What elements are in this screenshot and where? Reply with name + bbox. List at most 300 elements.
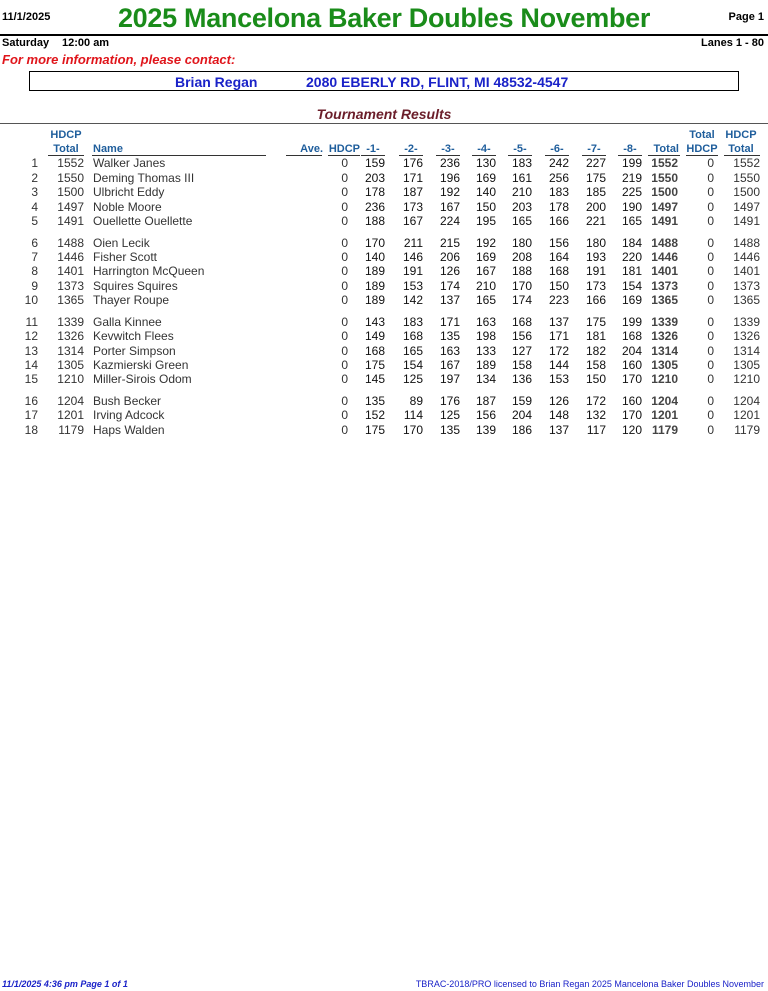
total-hdcp-cell: 0 [707,250,714,264]
hdcp-grand-total-cell: 1305 [733,358,760,372]
rank-cell: 6 [31,236,38,250]
game-7-cell: 117 [586,423,606,437]
total-cell: 1201 [651,408,678,422]
game-8-cell: 219 [621,171,642,185]
game-5-cell: 161 [511,171,532,185]
col-ave: Ave. [300,143,323,155]
hdcp-cell: 0 [341,329,348,343]
bowler-name-cell: Miller-Sirois Odom [93,372,192,386]
game-7-cell: 181 [585,329,606,343]
game-5-cell: 156 [511,329,532,343]
game-1-cell: 149 [364,329,385,343]
game-1-cell: 135 [364,394,385,408]
rank-cell: 11 [25,315,38,329]
game-4-cell: 189 [475,358,496,372]
total-hdcp-cell: 0 [707,171,714,185]
game-3-cell: 163 [439,344,460,358]
game-5-cell: 136 [511,372,532,386]
bowler-name-cell: Ulbricht Eddy [93,185,165,199]
total-hdcp-cell: 0 [707,279,714,293]
game-6-cell: 256 [548,171,569,185]
rank-cell: 13 [24,344,38,358]
rank-cell: 1 [31,156,38,170]
total-hdcp-cell: 0 [707,408,714,422]
footer-license: TBRAC-2018/PRO licensed to Brian Regan 2025 Mancelona Baker Doubles November [415,979,764,989]
game-8-cell: 120 [621,423,642,437]
hdcp-total-cell: 1488 [57,236,84,250]
game-2-cell: 183 [402,315,423,329]
hdcp-cell: 0 [341,293,348,307]
table-row [0,423,768,437]
total-cell: 1305 [651,358,678,372]
total-cell: 1339 [651,315,678,329]
total-cell: 1314 [651,344,678,358]
game-6-cell: 153 [548,372,569,386]
game-8-cell: 199 [621,315,642,329]
table-row [0,329,768,343]
rank-cell: 5 [31,214,38,228]
hdcp-total-cell: 1550 [57,171,84,185]
game-6-cell: 137 [548,423,569,437]
game-2-cell: 89 [409,394,423,408]
game-6-cell: 144 [548,358,569,372]
game-7-cell: 175 [585,171,606,185]
table-row [0,293,768,307]
game-7-cell: 227 [585,156,606,170]
total-hdcp-cell: 0 [707,423,714,437]
game-3-cell: 167 [439,358,460,372]
game-4-cell: 192 [475,236,496,250]
bowler-name-cell: Squires Squires [93,279,178,293]
game-1-cell: 203 [364,171,385,185]
game-2-cell: 168 [402,329,423,343]
hdcp-cell: 0 [341,423,348,437]
header-divider [0,34,768,36]
total-cell: 1373 [651,279,678,293]
table-row [0,236,768,250]
hdcp-total-cell: 1339 [57,315,84,329]
total-hdcp-cell: 0 [707,156,714,170]
game-1-cell: 159 [364,156,385,170]
rank-cell: 12 [24,329,38,343]
game-3-cell: 206 [439,250,460,264]
game-3-cell: 167 [439,200,460,214]
game-1-cell: 178 [364,185,385,199]
hdcp-grand-total-cell: 1314 [733,344,760,358]
hdcp-cell: 0 [341,236,348,250]
game-1-cell: 143 [364,315,385,329]
hdcp-cell: 0 [341,171,348,185]
game-3-cell: 171 [439,315,460,329]
game-4-cell: 156 [475,408,496,422]
total-cell: 1326 [651,329,678,343]
hdcp-total-cell: 1373 [57,279,84,293]
total-cell: 1179 [651,423,678,437]
game-7-cell: 132 [585,408,606,422]
event-time: 12:00 am [62,37,110,49]
rank-cell: 2 [31,171,38,185]
game-2-cell: 211 [403,236,423,250]
col-total-hdcp-top: Total [689,129,715,141]
game-4-cell: 133 [475,344,496,358]
game-5-cell: 203 [511,200,532,214]
game-6-cell: 171 [548,329,569,343]
rank-cell: 17 [24,408,38,422]
game-4-cell: 140 [475,185,496,199]
game-5-cell: 174 [511,293,532,307]
total-cell: 1204 [651,394,678,408]
total-hdcp-cell: 0 [707,358,714,372]
game-5-cell: 168 [511,315,532,329]
game-3-cell: 135 [439,329,460,343]
hdcp-cell: 0 [341,372,348,386]
game-4-cell: 139 [475,423,496,437]
total-cell: 1550 [651,171,678,185]
rank-cell: 4 [31,200,38,214]
page-number: Page 1 [728,11,764,23]
game-3-cell: 197 [439,372,460,386]
game-2-cell: 167 [402,214,423,228]
hdcp-grand-total-cell: 1210 [733,372,760,386]
bowler-name-cell: Irving Adcock [93,408,165,422]
total-cell: 1365 [651,293,678,307]
game-5-cell: 170 [511,279,532,293]
game-6-cell: 126 [548,394,569,408]
hdcp-total-cell: 1326 [57,329,84,343]
bowler-name-cell: Kazmierski Green [93,358,189,372]
total-hdcp-cell: 0 [707,293,714,307]
game-4-cell: 130 [475,156,496,170]
game-1-cell: 152 [364,408,385,422]
game-7-cell: 182 [585,344,606,358]
hdcp-total-cell: 1497 [57,200,84,214]
game-8-cell: 220 [621,250,642,264]
bowler-name-cell: Fisher Scott [93,250,158,264]
hdcp-total-cell: 1401 [57,264,84,278]
col-game-3: -3- [441,143,455,155]
total-cell: 1488 [651,236,678,250]
section-title: Tournament Results [316,106,452,122]
game-8-cell: 170 [621,408,642,422]
hdcp-total-cell: 1446 [57,250,84,264]
rank-cell: 3 [31,185,38,199]
game-8-cell: 181 [621,264,642,278]
hdcp-grand-total-cell: 1497 [733,200,760,214]
game-8-cell: 170 [621,372,642,386]
total-hdcp-cell: 0 [707,185,714,199]
hdcp-cell: 0 [341,279,348,293]
rank-cell: 9 [31,279,38,293]
hdcp-grand-total-cell: 1179 [734,423,760,437]
game-8-cell: 165 [621,214,642,228]
bowler-name-cell: Walker Janes [93,156,166,170]
hdcp-grand-total-cell: 1552 [733,156,760,170]
col-game-6: -6- [550,143,564,155]
total-hdcp-cell: 0 [707,264,714,278]
game-6-cell: 183 [548,185,569,199]
game-1-cell: 189 [364,293,385,307]
rank-cell: 8 [31,264,38,278]
lanes-range: Lanes 1 - 80 [701,37,764,49]
game-7-cell: 158 [585,358,606,372]
game-1-cell: 170 [364,236,385,250]
table-row [0,358,768,372]
game-4-cell: 169 [475,250,496,264]
game-1-cell: 236 [364,200,385,214]
total-cell: 1210 [651,372,678,386]
bowler-name-cell: Deming Thomas III [93,171,195,185]
game-3-cell: 176 [439,394,460,408]
game-5-cell: 180 [511,236,532,250]
contact-address: 2080 EBERLY RD, FLINT, MI 48532-4547 [306,74,569,90]
game-2-cell: 114 [403,408,423,422]
col-game-1: -1- [366,143,380,155]
table-row [0,171,768,185]
game-4-cell: 187 [475,394,496,408]
game-8-cell: 154 [621,279,642,293]
game-6-cell: 178 [548,200,569,214]
game-1-cell: 189 [364,279,385,293]
game-6-cell: 223 [548,293,569,307]
hdcp-grand-total-cell: 1401 [733,264,760,278]
game-5-cell: 127 [511,344,532,358]
bowler-name-cell: Oien Lecik [93,236,150,250]
report-title: 2025 Mancelona Baker Doubles November [117,3,651,33]
col-game-8: -8- [623,143,637,155]
col-total-hdcp-bottom: HDCP [686,143,718,155]
game-7-cell: 200 [585,200,606,214]
table-row [0,394,768,408]
game-2-cell: 187 [402,185,423,199]
game-8-cell: 199 [621,156,642,170]
col-hdcp-total2-top: HDCP [725,129,757,141]
game-5-cell: 165 [511,214,532,228]
game-7-cell: 191 [585,264,606,278]
game-2-cell: 165 [402,344,423,358]
game-2-cell: 171 [402,171,423,185]
rank-cell: 18 [24,423,38,437]
col-total: Total [653,143,679,155]
rank-cell: 16 [24,394,38,408]
game-7-cell: 172 [585,394,606,408]
contact-prompt: For more information, please contact: [2,52,236,67]
total-cell: 1497 [651,200,678,214]
hdcp-grand-total-cell: 1339 [733,315,760,329]
col-game-5: -5- [513,143,527,155]
game-2-cell: 142 [402,293,423,307]
col-hdcp-total-top: HDCP [50,129,82,141]
game-4-cell: 134 [475,372,496,386]
game-6-cell: 172 [548,344,569,358]
game-3-cell: 125 [439,408,460,422]
game-8-cell: 225 [621,185,642,199]
bowler-name-cell: Ouellette Ouellette [93,214,193,228]
game-1-cell: 168 [364,344,385,358]
total-hdcp-cell: 0 [707,372,714,386]
game-3-cell: 236 [439,156,460,170]
hdcp-total-cell: 1552 [57,156,84,170]
table-row [0,344,768,358]
game-2-cell: 153 [402,279,423,293]
game-6-cell: 164 [548,250,569,264]
game-5-cell: 158 [511,358,532,372]
hdcp-cell: 0 [341,344,348,358]
game-8-cell: 160 [621,394,642,408]
game-8-cell: 190 [621,200,642,214]
game-4-cell: 163 [475,315,496,329]
game-2-cell: 125 [402,372,423,386]
game-2-cell: 154 [402,358,423,372]
game-7-cell: 166 [585,293,606,307]
game-3-cell: 135 [439,423,460,437]
hdcp-total-cell: 1179 [58,423,84,437]
bowler-name-cell: Thayer Roupe [93,293,170,307]
game-4-cell: 150 [475,200,496,214]
hdcp-cell: 0 [341,315,348,329]
game-2-cell: 146 [402,250,423,264]
hdcp-total-cell: 1204 [57,394,84,408]
game-7-cell: 185 [585,185,606,199]
hdcp-cell: 0 [341,408,348,422]
bowler-name-cell: Galla Kinnee [93,315,162,329]
hdcp-total-cell: 1210 [57,372,84,386]
hdcp-cell: 0 [341,250,348,264]
total-cell: 1446 [651,250,678,264]
table-row [0,372,768,386]
game-6-cell: 137 [548,315,569,329]
game-1-cell: 145 [364,372,385,386]
game-3-cell: 174 [439,279,460,293]
table-row [0,264,768,278]
rank-cell: 15 [24,372,38,386]
game-8-cell: 169 [621,293,642,307]
hdcp-cell: 0 [341,214,348,228]
hdcp-total-cell: 1365 [57,293,84,307]
hdcp-grand-total-cell: 1365 [733,293,760,307]
total-cell: 1491 [651,214,678,228]
rank-cell: 10 [24,293,38,307]
col-game-2: -2- [404,143,418,155]
table-row [0,185,768,199]
game-4-cell: 210 [475,279,496,293]
game-4-cell: 169 [475,171,496,185]
hdcp-total-cell: 1491 [57,214,84,228]
game-2-cell: 173 [402,200,423,214]
hdcp-grand-total-cell: 1446 [733,250,760,264]
total-cell: 1401 [651,264,678,278]
hdcp-cell: 0 [341,185,348,199]
event-day: Saturday [2,37,50,49]
hdcp-grand-total-cell: 1201 [733,408,760,422]
game-3-cell: 137 [439,293,460,307]
game-8-cell: 184 [621,236,642,250]
game-3-cell: 126 [439,264,460,278]
game-2-cell: 170 [402,423,423,437]
game-6-cell: 166 [548,214,569,228]
game-5-cell: 183 [511,156,532,170]
hdcp-grand-total-cell: 1488 [733,236,760,250]
game-7-cell: 175 [585,315,606,329]
hdcp-total-cell: 1314 [57,344,84,358]
game-2-cell: 176 [402,156,423,170]
game-8-cell: 160 [621,358,642,372]
game-3-cell: 215 [439,236,460,250]
game-2-cell: 191 [402,264,423,278]
table-row [0,408,768,422]
bowler-name-cell: Noble Moore [93,200,162,214]
section-divider [0,123,768,124]
game-3-cell: 196 [439,171,460,185]
col-hdcp-total2-bottom: Total [728,143,754,155]
table-row [0,279,768,293]
game-7-cell: 193 [585,250,606,264]
game-7-cell: 150 [585,372,606,386]
hdcp-grand-total-cell: 1373 [733,279,760,293]
game-5-cell: 159 [511,394,532,408]
hdcp-total-cell: 1201 [57,408,84,422]
game-1-cell: 140 [364,250,385,264]
bowler-name-cell: Harrington McQueen [93,264,205,278]
contact-box [29,71,739,91]
hdcp-cell: 0 [341,394,348,408]
game-1-cell: 175 [364,358,385,372]
table-row [0,315,768,329]
contact-name: Brian Regan [175,74,258,90]
game-3-cell: 192 [439,185,460,199]
bowler-name-cell: Kevwitch Flees [93,329,174,343]
game-7-cell: 221 [585,214,606,228]
hdcp-cell: 0 [341,264,348,278]
game-5-cell: 208 [511,250,532,264]
game-6-cell: 156 [548,236,569,250]
footer-timestamp: 11/1/2025 4:36 pm Page 1 of 1 [2,979,128,989]
bowler-name-cell: Porter Simpson [93,344,176,358]
col-hdcp: HDCP [328,143,360,155]
table-row [0,250,768,264]
hdcp-grand-total-cell: 1204 [733,394,760,408]
total-hdcp-cell: 0 [707,214,714,228]
game-6-cell: 148 [548,408,569,422]
game-5-cell: 204 [511,408,532,422]
game-4-cell: 195 [475,214,496,228]
game-4-cell: 167 [475,264,496,278]
table-row [0,214,768,228]
game-1-cell: 189 [364,264,385,278]
report-date: 11/1/2025 [2,11,51,23]
table-row [0,200,768,214]
bowler-name-cell: Bush Becker [93,394,162,408]
game-3-cell: 224 [439,214,460,228]
total-hdcp-cell: 0 [707,315,714,329]
total-hdcp-cell: 0 [707,329,714,343]
bowler-name-cell: Haps Walden [93,423,165,437]
game-1-cell: 188 [364,214,385,228]
hdcp-total-cell: 1305 [57,358,84,372]
game-6-cell: 150 [548,279,569,293]
table-row [0,156,768,170]
total-cell: 1500 [651,185,678,199]
game-4-cell: 198 [475,329,496,343]
hdcp-cell: 0 [341,156,348,170]
total-hdcp-cell: 0 [707,394,714,408]
game-8-cell: 204 [621,344,642,358]
game-6-cell: 168 [548,264,569,278]
hdcp-cell: 0 [341,200,348,214]
col-game-7: -7- [587,143,601,155]
game-7-cell: 173 [585,279,606,293]
col-hdcp-total-bottom: Total [53,143,79,155]
total-hdcp-cell: 0 [707,236,714,250]
